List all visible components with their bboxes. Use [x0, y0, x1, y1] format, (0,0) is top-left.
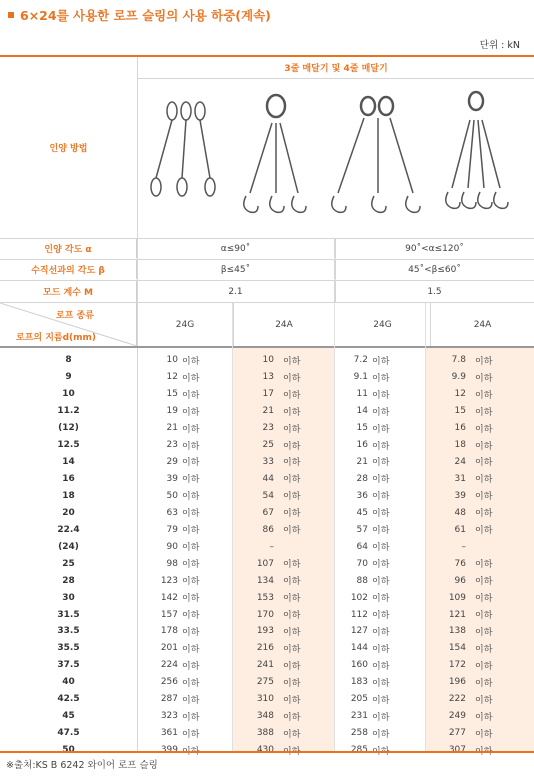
load-value: 79 [166, 524, 178, 535]
load-value: 9.1 [353, 372, 368, 383]
load-value: 10 [166, 355, 178, 366]
load-value: 277 [448, 728, 466, 739]
angle-b-value: 45˚<β≤60˚ [408, 264, 461, 275]
load-value: 64 [356, 541, 368, 552]
suffix-label: 이하 [372, 390, 390, 401]
rope-diameter: 45 [62, 711, 75, 722]
load-value: 196 [448, 677, 466, 688]
load-value: 388 [256, 728, 274, 739]
suffix-label: 이하 [475, 661, 493, 672]
load-value: 310 [256, 694, 274, 705]
unit-label: 단위 : kN [479, 40, 520, 51]
sling-diagram [138, 78, 534, 238]
suffix-label: 이하 [475, 509, 493, 520]
load-value: 14 [356, 406, 368, 417]
load-value: 98 [166, 558, 178, 569]
load-value: 231 [350, 711, 368, 722]
group-title: 3줄 매달기 및 4줄 매달기 [284, 64, 388, 74]
source-note: ※출처:KS B 6242 와이어 로프 슬링 [6, 760, 158, 771]
rope-diameter: 31.5 [57, 609, 80, 620]
rope-diameter: 10 [62, 389, 75, 400]
suffix-label: 이하 [372, 627, 390, 638]
load-value: – [269, 541, 274, 552]
rope-diameter: 9 [65, 372, 72, 383]
load-value: 144 [350, 643, 368, 654]
table-row [0, 385, 534, 404]
suffix-label: 이하 [475, 407, 493, 418]
table-row [0, 453, 534, 472]
rope-header-cell [0, 303, 137, 346]
load-value: 61 [454, 524, 466, 535]
load-value: 24 [454, 456, 466, 467]
suffix-label: 이하 [475, 644, 493, 655]
suffix-label: 이하 [372, 475, 390, 486]
angle-a-row [0, 239, 534, 258]
load-value: 18 [454, 440, 466, 450]
suffix-label: 이하 [182, 661, 200, 672]
load-value: 112 [350, 609, 368, 620]
load-value: 134 [256, 575, 274, 586]
angle-a-value: 90˚<α≤120˚ [405, 243, 464, 254]
suffix-label: 이하 [182, 390, 200, 401]
bottom-rule [0, 751, 534, 753]
load-value: 157 [160, 609, 178, 620]
load-value: 23 [262, 423, 274, 434]
suffix-label: 이하 [372, 695, 390, 706]
mode-value: 1.5 [427, 286, 442, 297]
suffix-label: 이하 [372, 543, 390, 554]
rope-diameter: 12.5 [57, 440, 80, 450]
suffix-label: 이하 [283, 695, 301, 706]
load-value: 170 [256, 609, 274, 620]
suffix-label: 이하 [283, 407, 301, 418]
load-value: 70 [356, 558, 368, 569]
load-value: 17 [262, 389, 274, 400]
load-value: 21 [262, 406, 274, 417]
suffix-label: 이하 [182, 644, 200, 655]
table-row [0, 537, 534, 556]
suffix-label: 이하 [283, 577, 301, 588]
load-value: 258 [350, 728, 368, 739]
load-value: 193 [256, 626, 274, 637]
suffix-label: 이하 [283, 356, 301, 367]
rope-type-row [0, 303, 534, 346]
suffix-label: 이하 [283, 475, 301, 486]
suffix-label: 이하 [283, 441, 301, 452]
suffix-label: 이하 [283, 712, 301, 723]
rope-type-24g: 24G [137, 303, 234, 346]
load-value: 21 [166, 423, 178, 434]
suffix-label: 이하 [182, 492, 200, 503]
table-row [0, 419, 534, 438]
load-value: 96 [454, 575, 466, 586]
load-value: 19 [166, 406, 178, 417]
load-value: 178 [160, 626, 178, 637]
rope-diameter: 42.5 [57, 694, 80, 705]
table-row [0, 504, 534, 523]
load-value: 39 [454, 490, 466, 501]
rope-diameter: 33.5 [57, 626, 80, 637]
table-row [0, 639, 534, 658]
load-value: 109 [448, 592, 466, 603]
table-row [0, 351, 534, 370]
load-value: 12 [166, 372, 178, 383]
suffix-label: 이하 [182, 560, 200, 571]
suffix-label: 이하 [475, 678, 493, 689]
suffix-label: 이하 [182, 373, 200, 384]
suffix-label: 이하 [475, 695, 493, 706]
table-row [0, 368, 534, 387]
sling-illustrations [138, 78, 534, 238]
table-row [0, 436, 534, 455]
load-value: 348 [256, 711, 274, 722]
rope-diameter: (12) [58, 423, 79, 434]
angle-a-label: 인양 각도 α [0, 239, 137, 258]
table-row [0, 571, 534, 590]
suffix-label: 이하 [475, 441, 493, 452]
suffix-label: 이하 [372, 644, 390, 655]
rope-type-24g: 24G [335, 303, 431, 346]
load-value: 7.2 [353, 355, 368, 366]
table-row [0, 673, 534, 692]
rope-diameter: 22.4 [57, 524, 80, 535]
suffix-label: 이하 [372, 678, 390, 689]
load-value: 127 [350, 626, 368, 637]
suffix-label: 이하 [182, 611, 200, 621]
suffix-label: 이하 [475, 475, 493, 486]
load-value: 16 [454, 423, 466, 434]
load-value: 224 [160, 660, 178, 671]
suffix-label: 이하 [283, 458, 301, 469]
suffix-label: 이하 [372, 356, 390, 367]
load-value: 54 [262, 490, 274, 501]
suffix-label: 이하 [283, 661, 301, 672]
suffix-label: 이하 [182, 356, 200, 367]
load-value: 31 [454, 473, 466, 484]
suffix-label: 이하 [372, 729, 390, 740]
table-row [0, 605, 534, 624]
angle-b-value: β≤45˚ [137, 260, 335, 279]
suffix-label: 이하 [283, 390, 301, 401]
load-value: 9.9 [451, 372, 466, 383]
suffix-label: 이하 [475, 424, 493, 435]
rope-diameter: (24) [58, 541, 79, 552]
suffix-label: 이하 [372, 458, 390, 469]
load-value: 123 [160, 575, 178, 586]
suffix-label: 이하 [475, 390, 493, 401]
suffix-label: 이하 [372, 577, 390, 588]
rope-diameter: 40 [62, 677, 75, 688]
rope-diameter: 20 [62, 507, 75, 518]
suffix-label: 이하 [372, 560, 390, 571]
mode-row [0, 281, 534, 302]
suffix-label: 이하 [283, 424, 301, 435]
mode-value: 2.1 [137, 281, 335, 302]
suffix-label: 이하 [372, 407, 390, 418]
suffix-label: 이하 [475, 458, 493, 469]
rope-diameter: 28 [62, 575, 75, 586]
load-value: 86 [262, 524, 274, 535]
rope-diameter: 16 [62, 473, 75, 484]
rope-diameter: 14 [62, 456, 75, 467]
table-row [0, 656, 534, 675]
suffix-label: 이하 [475, 560, 493, 571]
load-value: 183 [350, 677, 368, 688]
table-row [0, 487, 534, 506]
load-value: 39 [166, 473, 178, 484]
load-value: 63 [166, 507, 178, 518]
suffix-label: 이하 [283, 373, 301, 384]
suffix-label: 이하 [475, 492, 493, 503]
suffix-label: 이하 [182, 509, 200, 520]
table-row [0, 622, 534, 641]
suffix-label: 이하 [372, 526, 390, 537]
load-value: 76 [454, 558, 466, 569]
load-value: 28 [356, 473, 368, 484]
suffix-label: 이하 [372, 509, 390, 520]
load-value: 57 [356, 524, 368, 535]
load-value: 256 [160, 677, 178, 688]
mode-label: 모드 계수 M [0, 281, 137, 302]
table-row [0, 724, 534, 743]
rope-diameter: 37.5 [57, 660, 80, 671]
load-value: 48 [454, 507, 466, 518]
load-value: 11 [356, 389, 368, 400]
rope-type-24a: 24A [473, 319, 492, 330]
load-value: 13 [262, 372, 274, 383]
suffix-label: 이하 [372, 373, 390, 384]
load-value: 323 [160, 711, 178, 722]
load-value: 29 [166, 456, 178, 467]
load-value: 25 [262, 440, 274, 450]
load-value: 16 [356, 440, 368, 450]
load-value: 107 [256, 558, 274, 569]
suffix-label: 이하 [475, 356, 493, 367]
suffix-label: 이하 [372, 712, 390, 723]
load-value: 23 [166, 440, 178, 450]
suffix-label: 이하 [283, 492, 301, 503]
rope-diameter: 18 [62, 490, 75, 501]
table-row [0, 470, 534, 489]
suffix-label: 이하 [475, 373, 493, 384]
load-value: 154 [448, 643, 466, 654]
suffix-label: 이하 [372, 661, 390, 672]
rope-diameter: 25 [62, 558, 75, 569]
suffix-label: 이하 [182, 695, 200, 706]
suffix-label: 이하 [182, 424, 200, 435]
load-value: 15 [166, 389, 178, 400]
table-row [0, 521, 534, 540]
rope-diameter: 35.5 [57, 643, 80, 654]
suffix-label: 이하 [475, 594, 493, 605]
load-value: 44 [262, 473, 274, 484]
load-value: 90 [166, 541, 178, 552]
rope-type-24a: 24A [234, 303, 335, 346]
suffix-label: 이하 [283, 526, 301, 537]
load-value: 172 [448, 660, 466, 671]
load-value: 361 [160, 728, 178, 739]
angle-b-label: 수직선과의 각도 β [0, 260, 137, 279]
suffix-label: 이하 [283, 627, 301, 638]
load-value: 10 [262, 355, 274, 366]
load-value: 50 [166, 490, 178, 501]
suffix-label: 이하 [182, 729, 200, 740]
suffix-label: 이하 [475, 611, 493, 621]
suffix-label: 이하 [182, 712, 200, 723]
load-value: 21 [356, 456, 368, 467]
suffix-label: 이하 [182, 678, 200, 689]
suffix-label: 이하 [182, 475, 200, 486]
suffix-label: 이하 [182, 441, 200, 452]
angle-b-row [0, 260, 534, 279]
title-bullet-icon [8, 12, 14, 18]
table-row [0, 588, 534, 607]
load-value: 36 [356, 490, 368, 501]
suffix-label: 이하 [283, 560, 301, 571]
load-value: 7.8 [451, 355, 466, 366]
suffix-label: 이하 [283, 594, 301, 605]
rope-diameter: 30 [62, 592, 75, 603]
rope-dia-label: 로프의 지름d(mm) [16, 333, 97, 343]
suffix-label: 이하 [283, 509, 301, 520]
suffix-label: 이하 [475, 712, 493, 723]
divider [335, 238, 336, 302]
load-value: 67 [262, 507, 274, 518]
table-row [0, 690, 534, 709]
load-value: 249 [448, 711, 466, 722]
load-value: 275 [256, 677, 274, 688]
load-value: 15 [356, 423, 368, 434]
angle-a-value: α≤90˚ [137, 239, 335, 258]
suffix-label: 이하 [372, 594, 390, 605]
load-value: 138 [448, 626, 466, 637]
page-title: 6×24를 사용한 로프 슬링의 사용 하중(계속) [8, 6, 271, 24]
suffix-label: 이하 [475, 577, 493, 588]
suffix-label: 이하 [182, 594, 200, 605]
suffix-label: 이하 [372, 611, 390, 621]
suffix-label: 이하 [182, 577, 200, 588]
load-value: 216 [256, 643, 274, 654]
rope-diameter: 47.5 [57, 728, 80, 739]
rope-diameter: 11.2 [57, 406, 80, 417]
suffix-label: 이하 [283, 611, 301, 621]
suffix-label: 이하 [475, 729, 493, 740]
load-value: 153 [256, 592, 274, 603]
rope-type-label: 로프 종류 [56, 311, 94, 321]
suffix-label: 이하 [283, 678, 301, 689]
rope-diameter: 8 [65, 355, 72, 366]
suffix-label: 이하 [182, 526, 200, 537]
load-value: 88 [356, 575, 368, 586]
table-row [0, 402, 534, 421]
suffix-label: 이하 [182, 458, 200, 469]
suffix-label: 이하 [283, 729, 301, 740]
load-value: 160 [350, 660, 368, 671]
suffix-label: 이하 [182, 543, 200, 554]
suffix-label: 이하 [372, 441, 390, 452]
suffix-label: 이하 [182, 407, 200, 418]
load-value: 45 [356, 507, 368, 518]
load-value: 15 [454, 406, 466, 417]
suffix-label: 이하 [475, 526, 493, 537]
load-value: 241 [256, 660, 274, 671]
suffix-label: 이하 [372, 492, 390, 503]
load-value: 12 [454, 389, 466, 400]
load-value: 222 [448, 694, 466, 705]
load-value: 121 [448, 609, 466, 620]
suffix-label: 이하 [283, 644, 301, 655]
method-label: 인양 방법 [0, 57, 138, 238]
suffix-label: 이하 [182, 627, 200, 638]
load-value: 287 [160, 694, 178, 705]
load-value: 205 [350, 694, 368, 705]
load-value: 142 [160, 592, 178, 603]
table-row [0, 554, 534, 573]
table-row [0, 707, 534, 726]
load-value: 33 [262, 456, 274, 467]
suffix-label: 이하 [372, 424, 390, 435]
load-value: – [461, 541, 466, 552]
suffix-label: 이하 [475, 627, 493, 638]
load-value: 201 [160, 643, 178, 654]
load-value: 102 [350, 592, 368, 603]
